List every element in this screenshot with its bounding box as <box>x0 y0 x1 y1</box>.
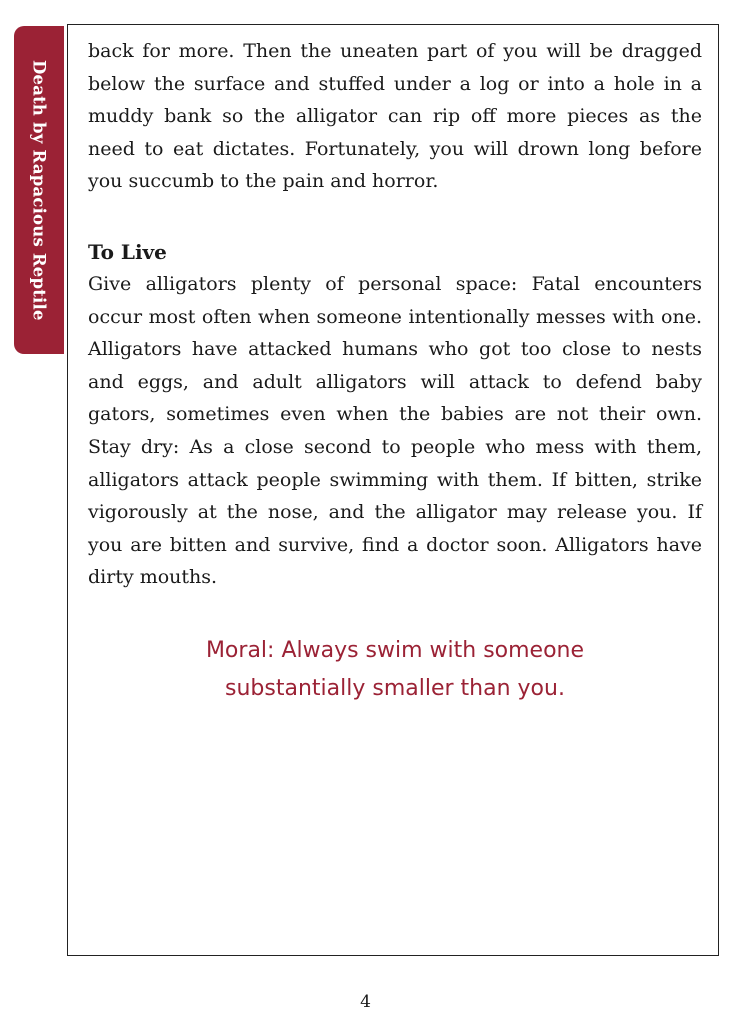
section-heading: To Live <box>88 239 167 264</box>
section-title: Death by Rapacious Reptile <box>29 59 49 321</box>
section-side-tab <box>14 26 64 354</box>
page-number: 4 <box>360 992 371 1012</box>
body-paragraph-2: Give alligators plenty of personal space: Fatal encounters occur most often when someone intentionally messes with one. Alligators have attacked humans who got too close to nests and eggs, and adult alligators will attack to defend baby gators, sometimes even when the babies are not their own. Stay dry: As a close second to people who mess with them, alligators attack people swimming with them. If bitten, strike vigorously at the nose, and the alligator may release you. If you are bitten and survive, find a doctor soon. Alligators have dirty mouths. <box>88 272 702 589</box>
text-body <box>88 35 702 708</box>
content-frame <box>67 24 719 956</box>
moral-callout <box>88 632 702 708</box>
moral-line-2: substantially smaller than you. <box>225 675 565 701</box>
moral-line-1: Moral: Always swim with someone <box>205 637 585 663</box>
body-paragraph-1: back for more. Then the uneaten part of you will be dragged below the surface and stuffed under a log or into a hole in a muddy bank so the alligator can rip off more pieces as the need to eat dictates. Fortunately, you will drown long before you succumb to the pain and horror. <box>88 40 702 193</box>
